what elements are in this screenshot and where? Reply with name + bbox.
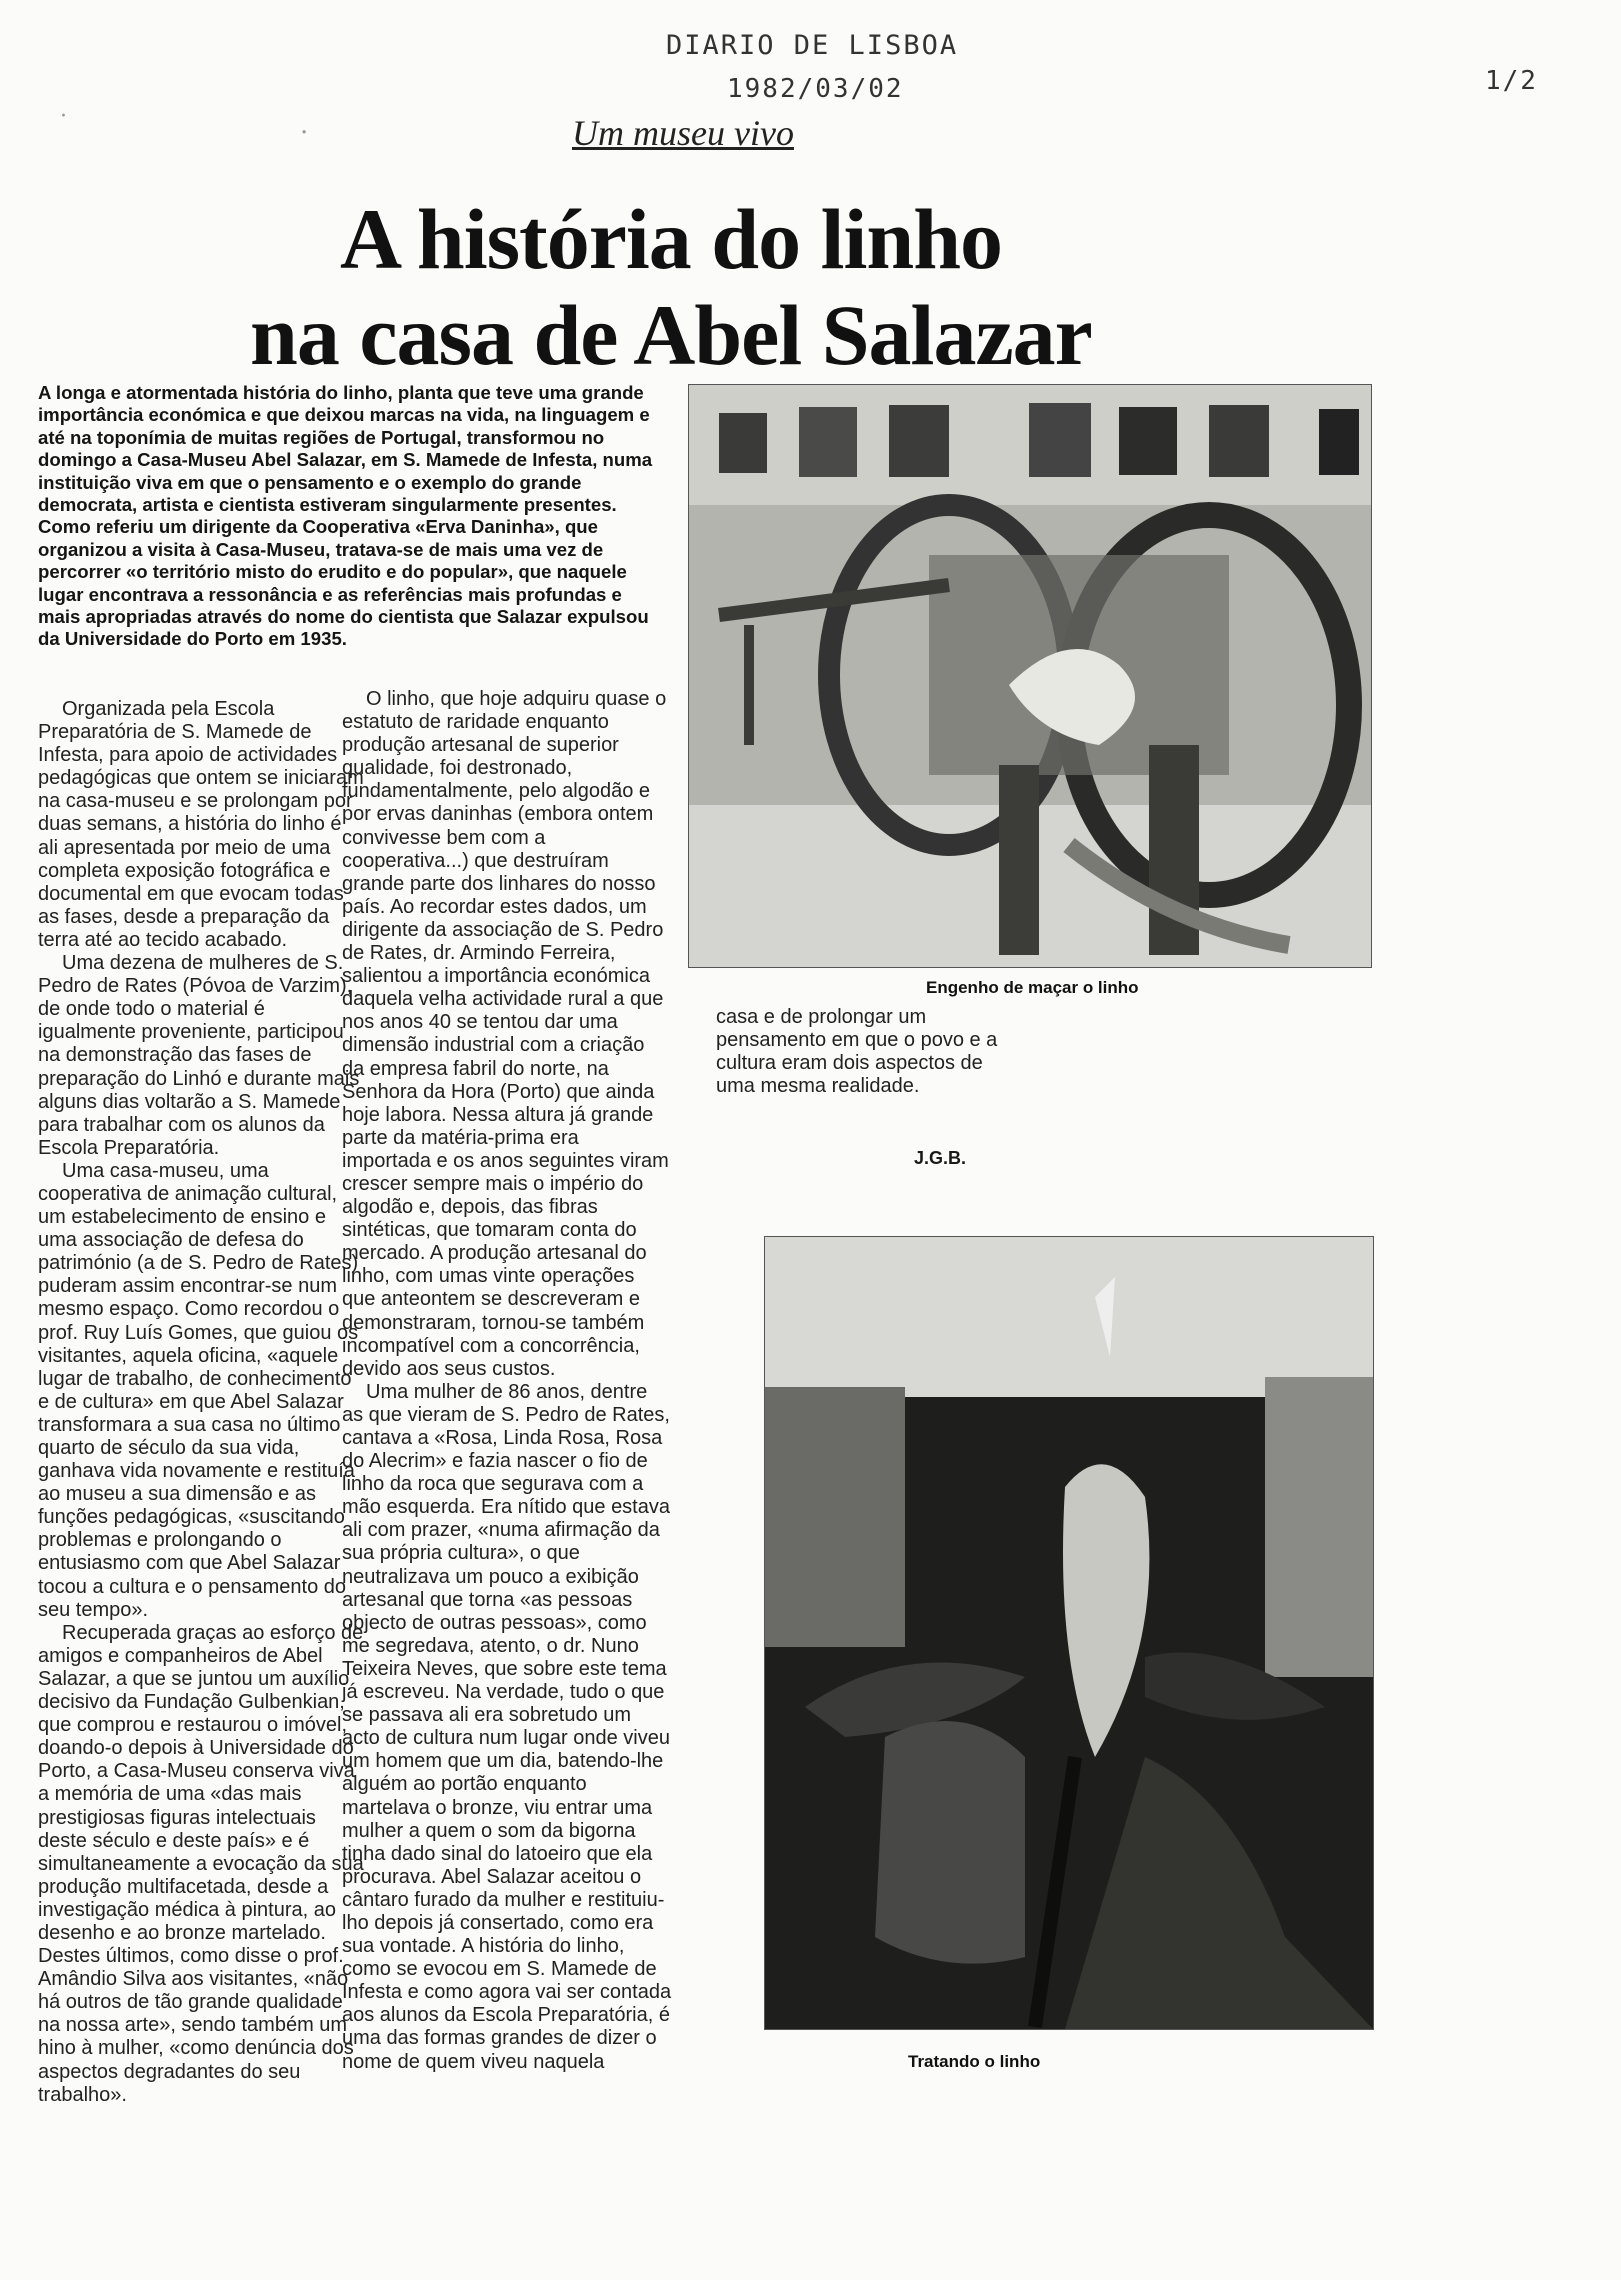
paragraph: Recuperada graças ao esforço de amigos e companheiros de Abel Salazar, a que se juntou um auxílio decisivo da Fundação Gulbenkian, que comprou e restaurou o imóvel, doando-o depois à Universidade do Porto, a Casa-Museu conserva viva a memória de uma «das mais prestigiosas figuras intelectuais deste século e deste país» e é simultaneamente a evocação da sua produção multifacetada, desde a investigação médica à pintura, ao desenho e ao bronze martelado. Destes últimos, como disse o prof. Amândio Silva aos visitantes, «não há outros de tão grande qualidade na nossa arte», sendo também um hino à mulher, «como denúncia dos aspectos degradantes do seu trabalho». [38, 1621, 364, 2106]
article-kicker: Um museu vivo [572, 113, 794, 153]
paragraph: Uma casa-museu, uma cooperativa de animação cultural, um estabelecimento de ensino e uma associação de defesa do património (a de S. Pedro de Rates) puderam assim encontrar-se num mesmo espaço. Como recordou o prof. Ruy Luís Gomes, que guiou os visitantes, aquela oficina, «aquele lugar de trabalho, de conhecimento e de cultura» em que Abel Salazar transformara a sua casa no último quarto de século da sua vida, ganhava vida novamente e restituía ao museu a sua dimensão e as funções pedagógicas, «suscitando problemas e prolongando o entusiasmo com que Abel Salazar tocou a cultura e o pensamento do seu tempo». [38, 1159, 359, 1621]
scan-noise-mark: · [60, 104, 67, 129]
photo-caption: Engenho de maçar o linho [926, 978, 1139, 997]
flax-machine-photo [688, 384, 1372, 968]
photo-caption: Tratando o linho [908, 2052, 1041, 2071]
paragraph: casa e de prolongar um pensamento em que o povo e a cultura eram dois aspectos de uma mesma realidade. [716, 1006, 998, 1098]
article-lead: A longa e atormentada história do linho, planta que teve uma grande importância económica e que deixou marcas na vida, na linguagem e até na toponímia de muitas regiões de Portugal, transformou no domingo a Casa-Museu Abel Salazar, em S. Mamede de Infesta, numa instituição viva em que o pensamento e o exemplo do grande democrata, artista e cientista estiveram singularmente presentes. Como referiu um dirigente da Cooperativa «Erva Daninha», que organizou a visita à Casa-Museu, tratava-se de mais uma vez de percorrer «o território misto do erudito e do popular», que naquele lugar encontrava a ressonância e as referências mais profundas e mais apropriadas através do nome do cientista que Salazar expulsou da Universidade do Porto em 1935. [38, 382, 653, 650]
paragraph: O linho, que hoje adquiru quase o estatuto de raridade enquanto produção artesanal de superior qualidade, foi destronado, fundamentalmente, pelo algodão e por ervas daninhas (embora ontem convivesse bem com a cooperativa...) que destruíram grande parte dos linhares do nosso país. Ao recordar estes dados, um dirigente da associação de S. Pedro de Rates, dr. Armindo Ferreira, salientou a importância económica daquela velha actividade rural a que nos anos 40 se tentou dar uma dimensão industrial com a criação da empresa fabril do norte, na Senhora da Hora (Porto) que ainda hoje labora. Nessa altura já grande parte da matéria-prima era importada e os anos seguintes viram crescer sempre mais o império do algodão e, depois, das fibras sintéticas, que tomaram conta do mercado. A produção artesanal do linho, com umas vinte operações que anteontem se descreveram e demonstraram, tornou-se também incompatível com a concorrência, devido aos seus custos. [342, 688, 669, 1380]
scan-noise-mark: · [300, 118, 309, 148]
headline-line-2: na casa de Abel Salazar [250, 287, 1092, 383]
paragraph: Uma mulher de 86 anos, dentre as que vieram de S. Pedro de Rates, cantava a «Rosa, Linda Rosa, Rosa do Alecrim» e fazia nascer o fio de linho da roca que segurava com a mão esquerda. Era nítido que estava ali com prazer, «numa afirmação da sua própria cultura», o que neutralizava um pouco a exibição artesanal que torna «as pessoas objecto de outras pessoas», como me segredava, atento, o dr. Nuno Teixeira Neves, que sobre este tema já escreveu. Na verdade, tudo o que se passava ali era sobretudo um acto de cultura num lugar onde viveu um homem que um dia, batendo-lhe alguém ao portão enquanto martelava o bronze, viu entrar uma mulher a quem o som da bigorna tinha dado sinal do latoeiro que ela procurava. Abel Salazar aceitou o cântaro furado da mulher e restituiu-lho depois já consertado, como era sua vontade. A história do linho, como se evocou em S. Mamede de Infesta e como agora vai ser contada aos alunos da Escola Preparatória, é uma das formas grandes de dizer o nome de quem viveu naquela [342, 1380, 672, 2073]
headline-line-1: A história do linho [340, 191, 1003, 287]
newspaper-name-stamp: DIARIO DE LISBOA [666, 30, 959, 61]
article-column-2 [342, 688, 672, 2270]
issue-date-stamp: 1982/03/02 [727, 74, 904, 104]
page-number: 1/2 [1485, 66, 1538, 96]
woman-spinning-flax-photo [764, 1236, 1374, 2030]
article-column-3 [716, 1006, 1016, 1098]
paragraph: Organizada pela Escola Preparatória de S. Mamede de Infesta, para apoio de actividades pedagógicas que ontem se iniciaram na casa-museu e se prolongam por duas semans, a história do linho é ali apresentada por meio de uma completa exposição fotográfica e documental em que evocam todas as fases, desde a preparação da terra até ao tecido acabado. [38, 698, 364, 951]
paragraph: Uma dezena de mulheres de S. Pedro de Rates (Póvoa de Varzim), de onde todo o material é igualmente proveniente, participou na demonstração das fases de preparação do Linhó e durante mais alguns dias voltarão a S. Mamede para trabalhar com os alunos da Escola Preparatória. [38, 952, 360, 1159]
article-column-1 [38, 698, 366, 2270]
author-signature: J.G.B. [914, 1148, 967, 1168]
